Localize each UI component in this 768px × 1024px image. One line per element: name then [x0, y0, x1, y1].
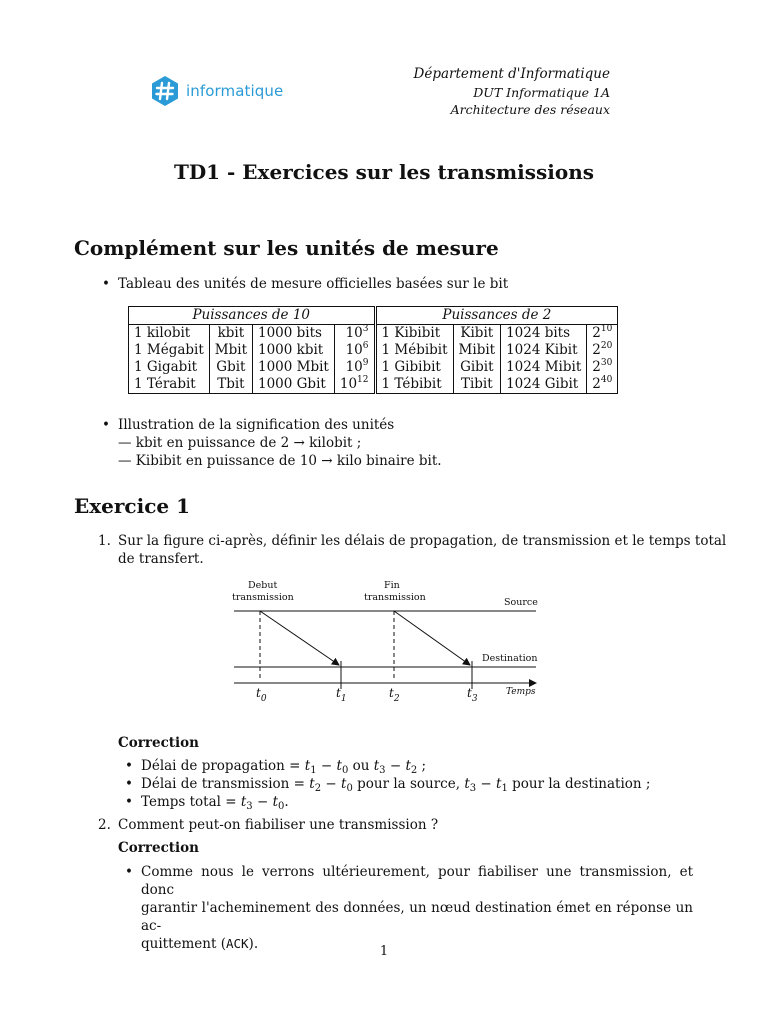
header-department: Département d'Informatique — [413, 66, 610, 82]
pow-base: 10 — [345, 359, 363, 375]
question-1-line-2: de transfert. — [118, 551, 204, 567]
document-header — [414, 66, 610, 119]
cell-name10: 1 Térabit — [129, 376, 210, 394]
cell-sym2: Tibit — [453, 376, 501, 394]
question-number-2: 2. — [98, 817, 111, 833]
correction-label-1: Correction — [118, 735, 199, 751]
pow-base: 10 — [345, 325, 363, 341]
sub: 1 — [310, 765, 317, 776]
minus-sign: − — [252, 794, 273, 810]
text-fragment: ou — [348, 758, 374, 774]
cell-name10: 1 kilobit — [129, 325, 210, 343]
sub: 0 — [346, 783, 353, 794]
department-logo — [148, 74, 283, 108]
cell-pow2 — [587, 325, 618, 343]
var-t: t — [373, 758, 380, 774]
cell-val2: 1024 Kibit — [501, 342, 587, 359]
label-temps: Temps — [506, 687, 536, 697]
var-t: t — [304, 758, 311, 774]
sub: 3 — [379, 765, 386, 776]
var-t: t — [240, 794, 247, 810]
pow-exp: 6 — [362, 340, 369, 351]
cell-val10: 1000 bits — [253, 325, 335, 343]
units-table — [128, 306, 618, 394]
cell-sym2: Mibit — [453, 342, 501, 359]
t-symbol: t — [336, 686, 341, 700]
pow-base: 2 — [592, 325, 601, 341]
var-t: t — [309, 776, 315, 792]
pow-base: 2 — [592, 359, 601, 375]
ack-code: ACK — [225, 936, 249, 951]
signal-arrow-end — [394, 611, 470, 665]
logo-text: informatique — [186, 82, 284, 100]
pow-exp: 30 — [600, 357, 613, 368]
cell-sym10: Tbit — [209, 376, 252, 394]
table-row — [129, 359, 618, 376]
table-row — [129, 342, 618, 359]
cell-val10: 1000 Mbit — [253, 359, 335, 376]
label-t2 — [389, 686, 400, 704]
cell-name2: 1 Gibibit — [375, 359, 453, 376]
correction-reliability — [141, 863, 693, 953]
pow-base: 10 — [345, 342, 363, 358]
bullet-units-table: • Tableau des unités de mesure officielles basées sur le bit — [118, 275, 508, 293]
cell-pow10 — [334, 325, 375, 343]
t0-subscript: 0 — [260, 694, 267, 704]
sub: 1 — [501, 783, 508, 794]
cell-pow10 — [334, 376, 375, 394]
minus-sign: − — [476, 776, 497, 792]
pow-exp: 3 — [362, 323, 369, 334]
document-title: TD1 - Exercices sur les transmissions — [173, 160, 595, 184]
transmission-timing-diagram — [218, 573, 548, 713]
label-debut-transmission: transmission — [232, 592, 294, 603]
units-table-container — [128, 306, 618, 394]
bullet-units-illustration: • Illustration de la signification des unités — [118, 416, 394, 434]
cell-val2: 1024 bits — [501, 325, 587, 343]
sub: 2 — [314, 783, 322, 794]
cell-name2: 1 Mébibit — [375, 342, 453, 359]
label-debut: Debut — [248, 580, 278, 591]
cell-name10: 1 Gigabit — [129, 359, 210, 376]
minus-sign: − — [316, 758, 337, 774]
label-source: Source — [504, 597, 538, 608]
text-fragment: . — [284, 794, 289, 810]
cell-sym2: Kibit — [453, 325, 501, 343]
var-t: t — [496, 776, 502, 792]
label-destination: Destination — [482, 653, 538, 664]
cell-name2: 1 Kibibit — [375, 325, 453, 343]
pow-base: 2 — [592, 376, 601, 392]
pow-exp: 9 — [362, 357, 369, 368]
cell-sym10: Gbit — [209, 359, 252, 376]
table-row — [129, 325, 618, 343]
minus-sign: − — [385, 758, 406, 774]
var-t: t — [341, 776, 347, 792]
sub: 0 — [341, 765, 349, 776]
cell-sym2: Gibit — [453, 359, 501, 376]
dash-item-kbit: — kbit en puissance de 2 → kilobit ; — [118, 435, 362, 451]
header-subject: Architecture des réseaux — [450, 102, 610, 117]
label-fin: Fin — [384, 580, 400, 591]
label-fin-transmission: transmission — [364, 592, 426, 603]
cell-pow10 — [334, 359, 375, 376]
page-number: 1 — [379, 944, 389, 959]
signal-arrow-start — [260, 611, 339, 665]
t-symbol: t — [389, 686, 394, 700]
question-number-1: 1. — [98, 533, 111, 549]
label-t0 — [256, 686, 267, 704]
question-1-line-1: Sur la figure ci-après, définir les délais de propagation, de transmission et le temps total — [118, 533, 727, 549]
text-fragment: quittement ( — [141, 936, 226, 952]
pow-base: 2 — [592, 342, 601, 358]
text-fragment: pour la destination ; — [507, 776, 651, 792]
cell-pow2 — [587, 359, 618, 376]
pow-exp: 12 — [357, 374, 369, 385]
var-t: t — [336, 758, 342, 774]
cell-val10: 1000 kbit — [253, 342, 335, 359]
cell-val10: 1000 Gbit — [253, 376, 335, 394]
t1-subscript: 1 — [340, 694, 347, 704]
text-fragment: Temps total = — [141, 794, 241, 810]
cell-name2: 1 Tébibit — [375, 376, 453, 394]
section-heading-units: Complément sur les unités de mesure — [74, 236, 499, 260]
t-symbol: t — [256, 686, 261, 700]
correction-total-time — [141, 793, 289, 816]
cell-val2: 1024 Mibit — [501, 359, 587, 376]
t3-subscript: 3 — [471, 694, 478, 704]
minus-sign: − — [321, 776, 341, 792]
table-row — [129, 376, 618, 394]
question-2: Comment peut-on fiabiliser une transmission ? — [118, 817, 439, 833]
cell-val2: 1024 Gibit — [501, 376, 587, 394]
sub: 3 — [469, 783, 477, 794]
t-symbol: t — [467, 686, 472, 700]
header-course: DUT Informatique 1A — [473, 84, 610, 100]
correction-line-1: • Comme nous le verrons ultérieurement, pour fiabiliser une transmission, et donc — [141, 864, 693, 898]
text-fragment: pour la source, — [352, 776, 465, 792]
pow-exp: 10 — [600, 323, 613, 334]
correction-label-2: Correction — [118, 840, 199, 856]
cell-pow2 — [587, 376, 618, 394]
t2-subscript: 2 — [393, 694, 400, 704]
cell-pow10 — [334, 342, 375, 359]
sub: 0 — [278, 801, 285, 812]
table-header-powers-of-10: Puissances de 10 — [129, 307, 376, 325]
hash-hexagon-icon — [148, 74, 182, 108]
dash-item-kibibit: — Kibibit en puissance de 10 → kilo binaire bit. — [118, 453, 442, 469]
cell-pow2 — [587, 342, 618, 359]
pow-base: 10 — [339, 376, 358, 392]
var-t: t — [272, 794, 279, 810]
table-header-powers-of-2: Puissances de 2 — [375, 307, 618, 325]
cell-name10: 1 Mégabit — [129, 342, 210, 359]
text-fragment: Délai de propagation = — [141, 758, 305, 774]
var-t: t — [405, 758, 411, 774]
sub: 2 — [410, 765, 418, 776]
pow-exp: 20 — [600, 340, 613, 351]
text-fragment: ). — [248, 936, 259, 952]
text-fragment: Délai de transmission = — [141, 776, 310, 792]
section-heading-exercise-1: Exercice 1 — [74, 494, 190, 518]
pow-exp: 40 — [600, 374, 613, 385]
cell-sym10: kbit — [209, 325, 252, 343]
sub: 3 — [246, 801, 253, 812]
correction-line-2: garantir l'acheminement des données, un nœud destination émet en réponse un ac- — [141, 900, 693, 934]
var-t: t — [464, 776, 470, 792]
text-fragment: ; — [417, 758, 427, 774]
cell-sym10: Mbit — [209, 342, 252, 359]
